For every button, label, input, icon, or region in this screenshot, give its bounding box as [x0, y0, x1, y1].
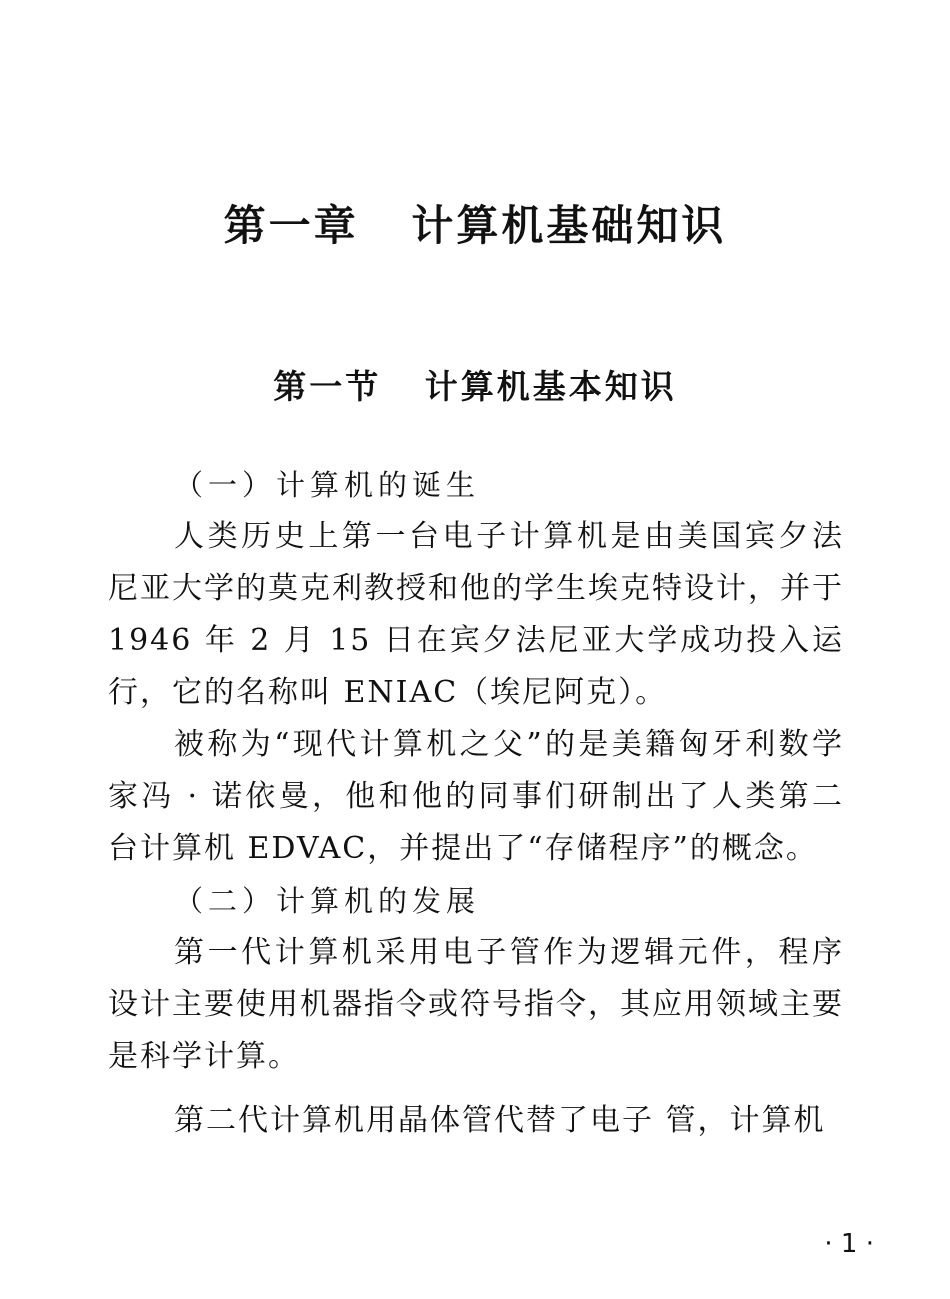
- section-title: 第一节 计算机基本知识: [273, 367, 677, 406]
- subsection-heading-birth: （一）计算机的诞生: [174, 468, 481, 502]
- page-number: · 1 ·: [824, 1229, 874, 1259]
- subsection-heading-development: （二）计算机的发展: [174, 884, 481, 918]
- paragraph-first-generation: 第一代计算机采用电子管作为逻辑元件，程序设计主要使用机器指令或符号指令，其应用领域主要是科学计算。: [108, 935, 844, 1074]
- paragraph-von-neumann: 被称为“现代计算机之父”的是美籍匈牙利数学家冯 · 诺依曼，他和他的同事们研制出了人类第二台计算机 EDVAC，并提出了“存储程序”的概念。: [108, 727, 844, 866]
- paragraph-second-generation: 第二代计算机用晶体管代替了电子 管，计算机: [174, 1103, 826, 1138]
- body-text: [108, 459, 844, 1147]
- chapter-title: 第一章 计算机基础知识: [223, 201, 727, 250]
- paragraph-eniac: 人类历史上第一台电子计算机是由美国宾夕法尼亚大学的莫克利教授和他的学生埃克特设计，并于 1946 年 2 月 15 日在宾夕法尼亚大学成功投入运行，它的名称叫 ENIAC（埃尼阿克）。: [108, 519, 844, 710]
